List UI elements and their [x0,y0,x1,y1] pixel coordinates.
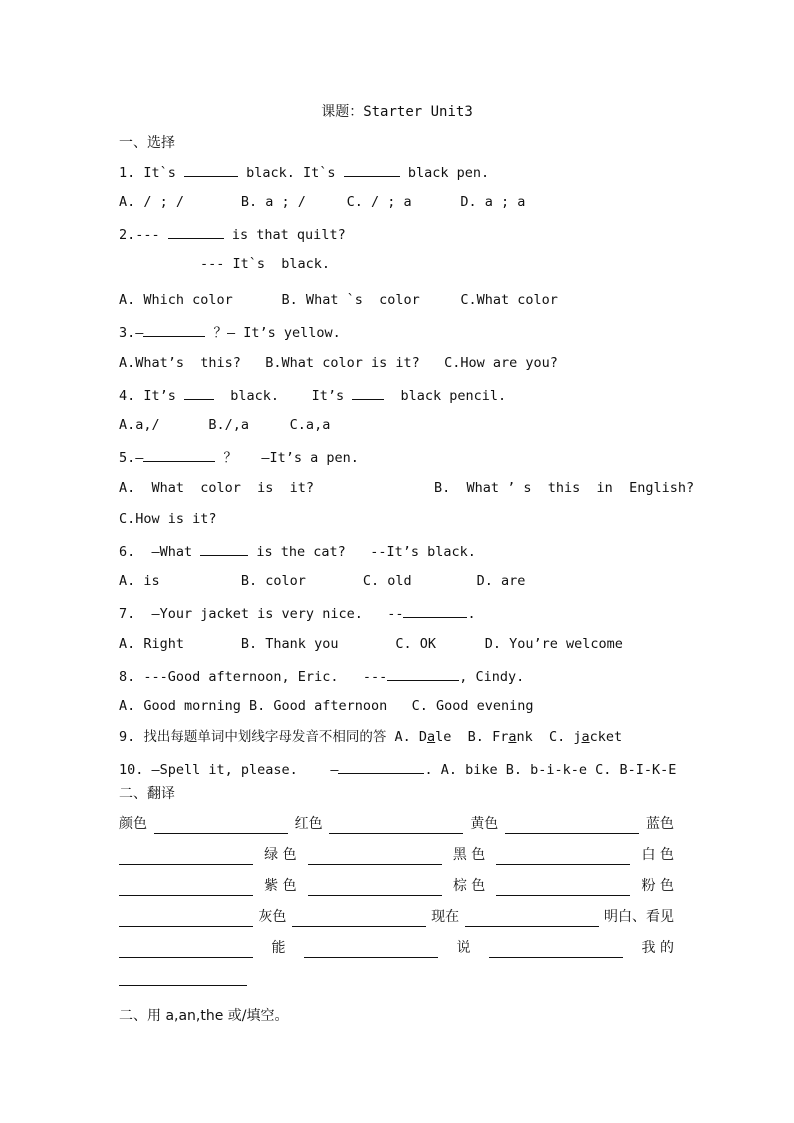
answer-blank[interactable] [143,322,205,337]
answer-blank[interactable] [496,848,630,865]
translate-word: 棕 色 [452,878,486,894]
answer-blank[interactable] [119,848,253,865]
answer-blank[interactable] [119,879,253,896]
answer-blank[interactable] [387,666,459,681]
question-4-options: A.a,/ B./,a C.a,a [119,417,331,433]
answer-blank[interactable] [304,941,438,958]
answer-blank[interactable] [403,603,467,618]
answer-blank[interactable] [308,848,442,865]
question-9: 9. 找出每题单词中划线字母发音不相同的答 A. Dale B. Frank C. jacket [119,729,623,745]
question-7: 7. –Your jacket is very nice. -- . [119,603,476,623]
answer-blank[interactable] [489,941,623,958]
answer-blank[interactable] [154,817,288,834]
question-10: 10. —Spell it, please. — . A. bike B. b-i-k-e C. B-I-K-E [119,759,676,779]
question-3: 3.— ？— It’s yellow. [119,322,341,342]
translate-word: 红色 [294,816,323,832]
question-5: 5.— ？ —It’s a pen. [119,447,359,467]
answer-blank[interactable] [338,759,424,774]
question-6: 6. –What is the cat? --It’s black. [119,541,476,561]
question-4: 4. It’s black. It’s black pencil. [119,385,506,405]
translate-row [119,814,674,834]
translate-word: 白 色 [641,847,674,863]
answer-blank[interactable] [119,969,247,986]
answer-blank[interactable] [184,385,214,400]
translate-word: 粉 色 [641,878,674,894]
translate-row [119,938,674,958]
page-title: 课题：Starter Unit3 [321,104,473,120]
question-8: 8. ---Good afternoon, Eric. --- , Cindy. [119,666,524,686]
translate-word: 灰色 [258,909,287,925]
answer-blank[interactable] [200,541,248,556]
translate-word: 能 [271,940,286,956]
section-translate-heading: 二、翻译 [119,786,175,802]
answer-blank[interactable] [119,941,253,958]
answer-blank[interactable] [329,817,463,834]
translate-word: 黑 色 [452,847,486,863]
translate-word: 蓝色 [645,816,674,832]
translate-row [119,907,674,927]
question-1-options: A. / ; / B. a ; / C. / ; a D. a ; a [119,194,526,210]
question-2: 2.--- is that quilt? [119,224,346,244]
translate-word: 现在 [431,909,460,925]
section-choice-heading: 一、选择 [119,135,175,151]
answer-blank[interactable] [465,910,599,927]
answer-blank[interactable] [292,910,426,927]
translate-word: 黄色 [470,816,499,832]
translate-word: 我 的 [641,940,674,956]
answer-blank[interactable] [496,879,630,896]
answer-blank[interactable] [168,224,224,239]
answer-blank[interactable] [308,879,442,896]
answer-blank[interactable] [344,162,400,177]
translate-word: 颜色 [119,816,147,832]
question-6-options: A. is B. color C. old D. are [119,573,526,589]
answer-blank[interactable] [184,162,238,177]
question-3-options: A.What’s this? B.What color is it? C.How are you? [119,355,558,371]
question-8-options: A. Good morning B. Good afternoon C. Good evening [119,698,534,714]
answer-blank[interactable] [143,447,215,462]
translate-word: 明白、看见 [603,909,674,925]
question-7-options: A. Right B. Thank you C. OK D. You’re welcome [119,636,623,652]
answer-blank[interactable] [119,910,253,927]
translate-row [119,876,674,896]
translate-word: 说 [456,940,471,956]
question-5-option-b: B. What ’ s this in English? [434,480,695,496]
translate-row [119,969,674,986]
answer-blank[interactable] [352,385,384,400]
translate-row [119,845,674,865]
translate-word: 绿 色 [264,847,297,863]
question-5-option-a: A. What color is it? [119,480,315,496]
question-2-options: A. Which color B. What `s color C.What color [119,292,558,308]
section-fill-heading: 二、用 a,an,the 或/填空。 [119,1008,289,1024]
translate-word: 紫 色 [264,878,297,894]
question-5-option-c: C.How is it? [119,511,217,527]
question-2-answer: --- It`s black. [200,256,331,272]
answer-blank[interactable] [505,817,639,834]
question-1: 1. It`s black. It`s black pen. [119,162,489,182]
